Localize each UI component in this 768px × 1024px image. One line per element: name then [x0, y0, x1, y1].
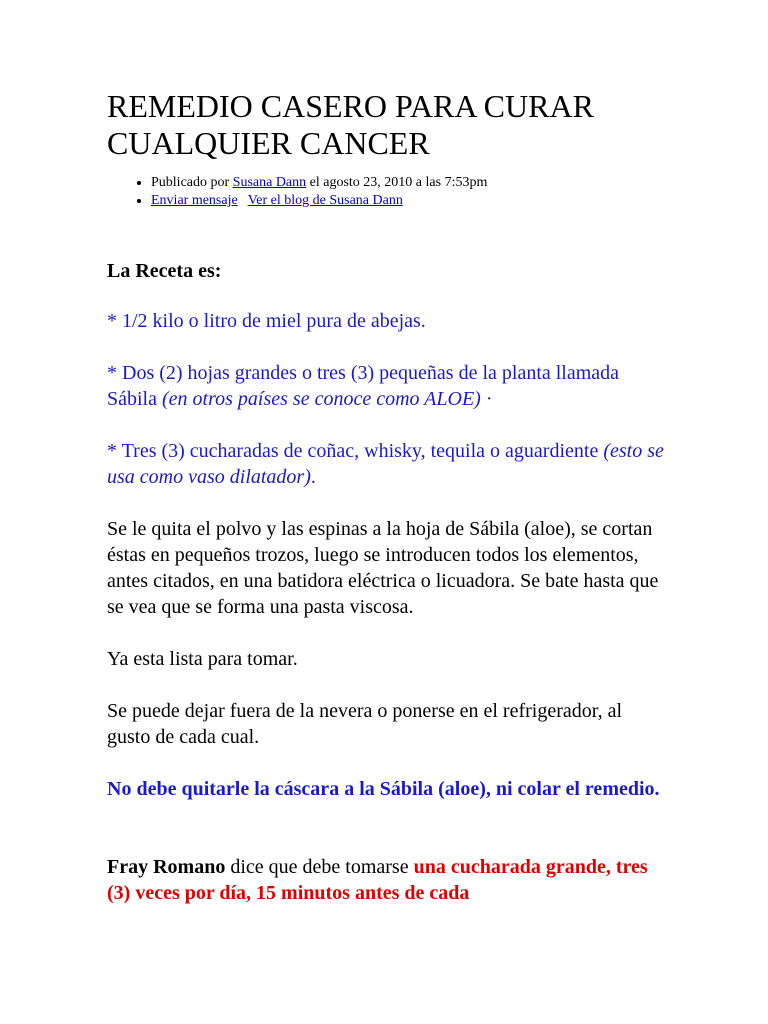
document-page	[107, 88, 667, 904]
published-prefix: Publicado por	[151, 175, 233, 190]
ingredient-2-note: (en otros países se conoce como ALOE)	[162, 388, 481, 410]
dose-paragraph	[107, 854, 667, 906]
ingredient-2	[107, 360, 667, 412]
warning-paragraph: No debe quitarle la cáscara a la Sábila (aloe), ni colar el remedio.	[107, 778, 660, 800]
dose-author: Fray Romano	[107, 856, 226, 878]
ready-line: Ya esta lista para tomar.	[107, 648, 298, 670]
recipe-label: La Receta es:	[107, 260, 222, 282]
ingredient-3-end: .	[310, 466, 316, 488]
view-blog-link[interactable]: Ver el blog de Susana Dann	[247, 193, 403, 208]
dose-mid: dice que debe tomarse	[225, 856, 414, 878]
post-meta-list	[107, 174, 667, 210]
storage-paragraph: Se puede dejar fuera de la nevera o ponerse en el refrigerador, al gusto de cada cual.	[107, 700, 623, 748]
ingredient-3-text: * Tres (3) cucharadas de coñac, whisky, tequila o aguardiente	[107, 440, 604, 462]
dose-instructions: una cucharada grande, tres (3) veces por día, 15 minutos antes de cada	[107, 856, 648, 904]
ingredient-3	[107, 438, 667, 490]
page-title: REMEDIO CASERO PARA CURAR CUALQUIER CANCER	[107, 88, 594, 161]
post-meta-published	[151, 174, 667, 192]
ingredient-2-text: * Dos (2) hojas grandes o tres (3) pequeñas de la planta llamada Sábila	[107, 362, 620, 410]
ingredient-2-end: ·	[480, 388, 493, 410]
ingredient-1: * 1/2 kilo o litro de miel pura de abejas.	[107, 310, 426, 332]
post-meta-actions	[151, 192, 667, 210]
instructions-paragraph: Se le quita el polvo y las espinas a la hoja de Sábila (aloe), se cortan éstas en pequeños trozos, luego se introducen todos los elementos, antes citados, en una batidora eléctrica o licuadora. Se bate hasta que se vea que se forma una pasta viscosa.	[107, 518, 659, 618]
send-message-link[interactable]: Enviar mensaje	[151, 193, 238, 208]
published-date: el agosto 23, 2010 a las 7:53pm	[306, 175, 488, 190]
ingredient-3-note: (esto se usa como vaso dilatador)	[107, 440, 664, 488]
author-link[interactable]: Susana Dann	[232, 175, 307, 190]
